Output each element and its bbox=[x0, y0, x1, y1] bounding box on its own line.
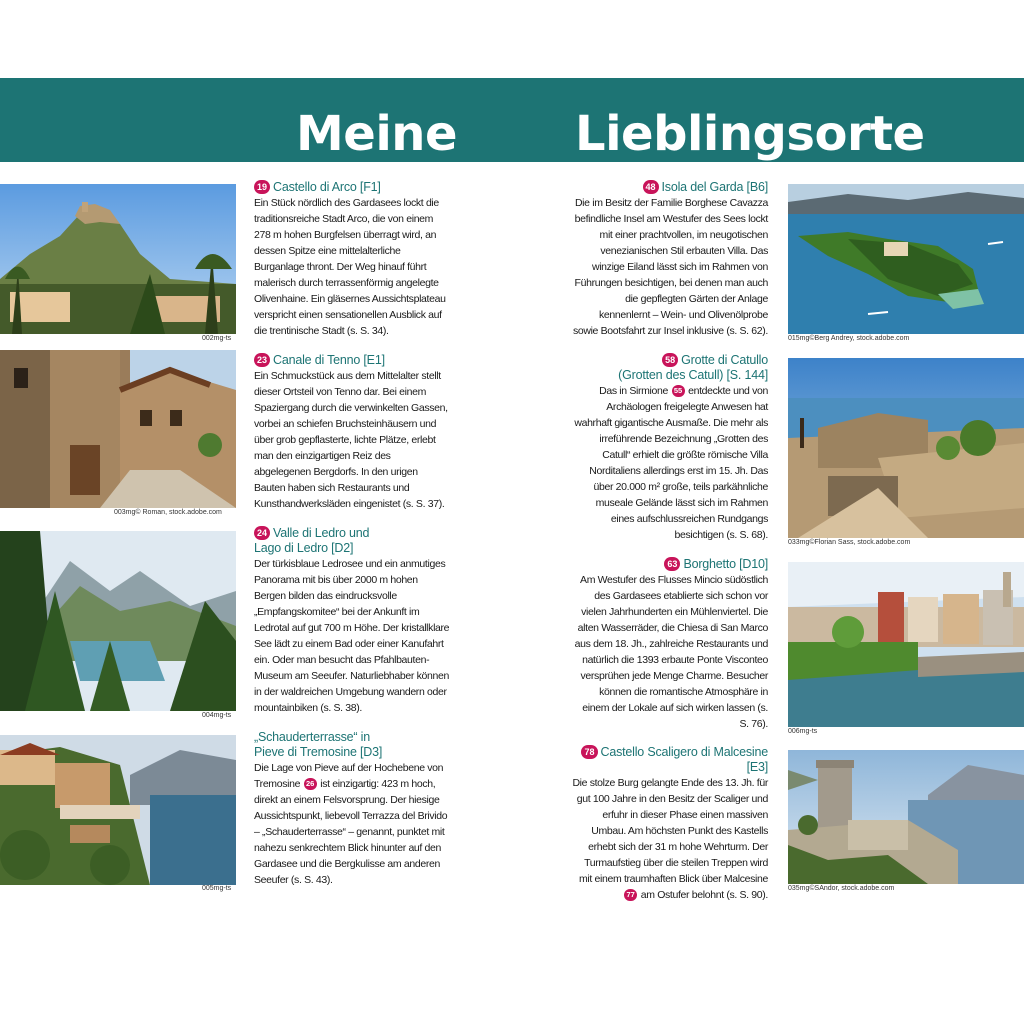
entry-title: Valle di Ledro und bbox=[273, 526, 370, 540]
entry-isola-del-garda bbox=[572, 180, 768, 339]
page-title-right: Lieblingsorte bbox=[575, 106, 925, 162]
entry-pieve-di-tremosine bbox=[254, 730, 450, 888]
entry-title: Castello Scaligero di Malcesine [E3] bbox=[600, 745, 768, 774]
photo-valle-di-ledro bbox=[0, 531, 236, 711]
photo-credit: 033mg©Florian Sass, stock.adobe.com bbox=[788, 539, 911, 546]
photo-castello-scaligero bbox=[788, 750, 1024, 884]
entry-text: Ein Schmuckstück aus dem Mittelalter stellt dieser Ortsteil von Tenno dar. Bei einem Spaziergang durch die verwinkelten Gassen, vorbei an schiefen Bruchsteinhäusern und über grob gepflasterte, lichte Plätze, erlebt man den einzigartigen Reiz des abgelegenen Bergdorfs. In den urigen Bauten haben sich Restaurants und Kunsthandwerksläden eingenistet (s. S. 37). bbox=[254, 370, 448, 510]
entry-heading bbox=[254, 526, 450, 556]
entry-text-part: Das in Sirmione bbox=[599, 385, 668, 397]
entry-heading bbox=[572, 180, 768, 195]
photo-credit: 035mg©SAndor, stock.adobe.com bbox=[788, 885, 895, 892]
photo-canale-di-tenno bbox=[0, 350, 236, 508]
entry-heading bbox=[254, 353, 450, 368]
entry-castello-di-arco bbox=[254, 180, 450, 339]
location-marker: 77 bbox=[624, 889, 637, 901]
entry-title: Castello di Arco [F1] bbox=[273, 180, 381, 194]
entry-text bbox=[572, 383, 768, 543]
entry-text: Der türkisblaue Ledrosee und ein anmutiges Panorama mit bis über 2000 m hohen Bergen bilden das eindrucksvolle „Empfangskomitee“ bei der Ankunft im Ledrotal auf gut 700 m Höhe. Der kristallklare See lädt zu einem Bad oder einer Kanufahrt ein. Oder man besucht das Pfahlbauten-Museum am Seeufer. Naturliebhaber können in der waldreichen Umgebung wandern oder mountainbiken (s. S. 38). bbox=[254, 558, 450, 714]
location-marker: 24 bbox=[254, 526, 270, 540]
entry-title: Borghetto [D10] bbox=[683, 557, 768, 571]
photo-credit: 003mg© Roman, stock.adobe.com bbox=[114, 509, 222, 516]
entry-borghetto bbox=[572, 557, 768, 732]
location-marker: 19 bbox=[254, 180, 270, 194]
entry-title: Grotte di Catullo bbox=[681, 353, 768, 367]
location-marker: 63 bbox=[664, 557, 680, 571]
entry-text-part: Die Lage von Pieve auf der Hochebene von Tremosine bbox=[254, 762, 444, 790]
entry-heading bbox=[572, 557, 768, 572]
entry-grotte-di-catullo bbox=[572, 353, 768, 543]
entry-text-part: ist einzigartig: 423 m hoch, direkt an einem Felsvorsprung. Der hiesige Aussichtspunkt, liebevoll Terrazza del Brivido – „Schauderterrasse“ – genannt, punktet mit nahezu senkrechtem Blick hinunter auf den Gardasee und die Bergkulisse am anderen Seeufer (s. S. 43). bbox=[254, 778, 448, 886]
photo-credit: 015mg©Berg Andrey, stock.adobe.com bbox=[788, 335, 910, 342]
photo-credit: 002mg-ts bbox=[202, 335, 232, 342]
entry-title: Isola del Garda [B6] bbox=[661, 180, 768, 194]
entry-text: Ein Stück nördlich des Gardasees lockt die traditionsreiche Stadt Arco, die von einem 278 m hohen Burgfelsen überragt wird, an dessen Spitze eine mittelalterliche Burganlage thront. Der Weg hinauf führt malerisch durch terrassenförmig angelegte Olivenhaine. Ein gläsernes Aussichtsplateau verspricht einen sensationellen Ausblick auf die trentinische Stadt (s. S. 34). bbox=[254, 197, 446, 337]
entry-text-part: Die stolze Burg gelangte Ende des 13. Jh. für gut 100 Jahre in den Besitz der Scaliger und erfuhr in dieser Phase einen massiven Umbau. Am höchsten Punkt des Kastells erhebt sich der 31 m hohe Wehrturm. Der Turmaufstieg über die steilen Treppen wird mit einem traumhaften Blick über Malcesine bbox=[572, 777, 768, 885]
entry-castello-scaligero bbox=[572, 745, 768, 903]
location-marker: 55 bbox=[672, 385, 685, 397]
entry-heading bbox=[572, 745, 768, 775]
photo-credit: 005mg-ts bbox=[202, 885, 232, 892]
photo-isola-del-garda bbox=[788, 184, 1024, 334]
entry-text-part: entdeckte und von Archäologen freigelegte Anwesen hat wahrhaft gigantische Ausmaße. Die mehr als irreführende Bezeichnung „Grotten des Catull“ erhielt die größte römische Villa Norditaliens allerdings erst im 15. Jh. Das über 20.000 m² große, teils parkähnliche museale Gelände lässt sich im Rahmen eines aufschlussreichen Rundgangs besichtigen (s. S. 68). bbox=[574, 385, 768, 541]
photo-credit: 006mg-ts bbox=[788, 728, 818, 735]
location-marker: 58 bbox=[662, 353, 678, 367]
photo-credit: 004mg-ts bbox=[202, 712, 232, 719]
entry-heading bbox=[572, 353, 768, 383]
entry-text bbox=[254, 760, 450, 888]
location-marker: 78 bbox=[581, 745, 597, 759]
location-marker: 26 bbox=[304, 778, 317, 790]
entry-heading bbox=[254, 730, 450, 760]
entry-title-line2: Pieve di Tremosine [D3] bbox=[254, 745, 383, 759]
entry-text: Am Westufer des Flusses Mincio südöstlich des Gardasees etablierte sich schon vor vielen Jahrhunderten ein Mühlenviertel. Die alten Wasserräder, die Chiesa di San Marco aus dem 18. Jh., zahlreiche Restaurants und natürlich die 1393 erbaute Ponte Visconteo versprühen jede Menge Charme. Besucher können die romantische Atmosphäre in einem der Lokale auf sich wirken lassen (s. S. 76). bbox=[574, 574, 768, 730]
photo-borghetto bbox=[788, 562, 1024, 727]
entry-valle-di-ledro bbox=[254, 526, 450, 716]
location-marker: 23 bbox=[254, 353, 270, 367]
entry-text: Die im Besitz der Familie Borghese Cavazza befindliche Insel am Westufer des Sees lockt mit einer prachtvollen, im neugotischen venezianischen Stil erbauten Villa. Das winzige Eiland lässt sich im Rahmen von Führungen besichtigen, bei denen man auch die gepflegten Gärten der Anlage kennenlernt – Wein- und Olivenölprobe sowie Bootsfahrt zur Insel inklusive (s. S. 62). bbox=[572, 197, 768, 337]
entry-text-part: am Ostufer belohnt (s. S. 90). bbox=[640, 889, 768, 901]
entry-text bbox=[572, 775, 768, 903]
entry-title-line2: (Grotten des Catull) [S. 144] bbox=[618, 368, 768, 382]
page-title-left: Meine bbox=[296, 106, 457, 162]
photo-grotte-di-catullo bbox=[788, 358, 1024, 538]
entry-heading bbox=[254, 180, 450, 195]
photo-castello-di-arco bbox=[0, 184, 236, 334]
entry-title-line2: Lago di Ledro [D2] bbox=[254, 541, 354, 555]
photo-pieve-di-tremosine bbox=[0, 735, 236, 885]
entry-canale-di-tenno bbox=[254, 353, 450, 512]
location-marker: 48 bbox=[643, 180, 659, 194]
entry-title: „Schauderterrasse“ in bbox=[254, 730, 370, 744]
entry-title: Canale di Tenno [E1] bbox=[273, 353, 385, 367]
